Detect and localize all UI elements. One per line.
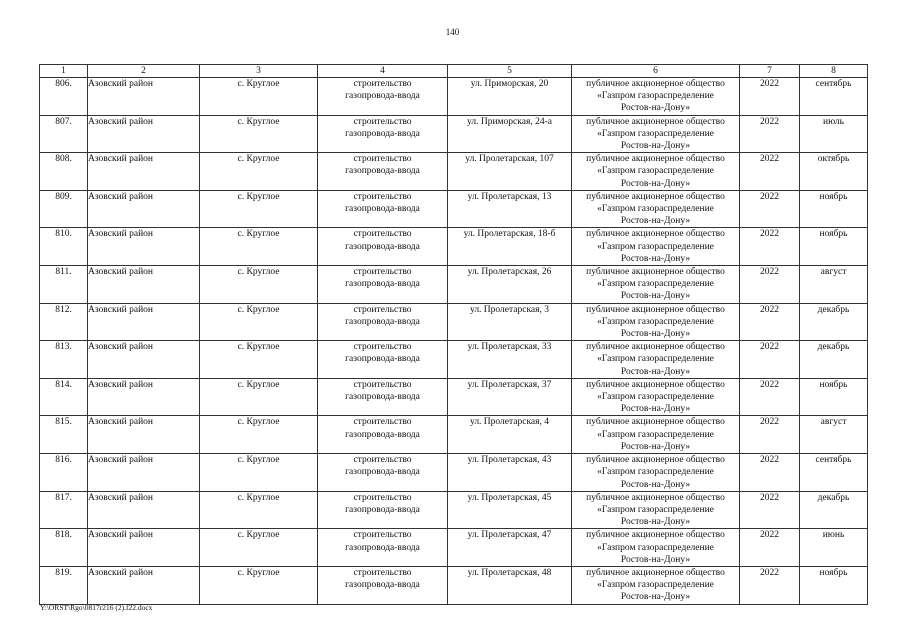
organization-cell [572, 266, 740, 304]
year-cell: 2022 [740, 303, 800, 341]
organization-cell [572, 491, 740, 529]
address-cell: ул. Пролетарская, 45 [448, 491, 572, 529]
month-cell: сентябрь [800, 78, 868, 116]
year-cell: 2022 [740, 153, 800, 191]
address-cell: ул. Пролетарская, 18-б [448, 228, 572, 266]
organization-cell [572, 153, 740, 191]
year-cell: 2022 [740, 78, 800, 116]
district-cell: Азовский район [88, 153, 200, 191]
org-line: Ростов-на-Дону» [620, 178, 691, 189]
year-cell: 2022 [740, 266, 800, 304]
org-line: публичное акционерное общество [586, 492, 725, 503]
org-line: Ростов-на-Дону» [620, 253, 691, 264]
col-header: 5 [448, 65, 572, 78]
registry-table [39, 64, 868, 605]
work-line: строительство [353, 229, 412, 240]
work-line: строительство [353, 154, 412, 165]
table-row [40, 378, 868, 416]
work-cell [318, 228, 448, 266]
org-line: Ростов-на-Дону» [620, 329, 691, 340]
row-number: 819. [40, 566, 88, 604]
work-cell [318, 266, 448, 304]
district-cell: Азовский район [88, 78, 200, 116]
year-cell: 2022 [740, 491, 800, 529]
table-row [40, 78, 868, 116]
org-line: «Газпром газораспределение [597, 467, 714, 478]
row-number: 812. [40, 303, 88, 341]
work-line: газопровода-ввода [345, 580, 420, 591]
address-cell: ул. Пролетарская, 48 [448, 566, 572, 604]
org-line: Ростов-на-Дону» [620, 517, 691, 528]
table-row [40, 341, 868, 379]
table-row [40, 454, 868, 492]
row-number: 814. [40, 378, 88, 416]
work-line: строительство [353, 79, 412, 89]
work-line: газопровода-ввода [345, 279, 420, 290]
col-header: 6 [572, 65, 740, 78]
work-cell [318, 529, 448, 567]
org-line: публичное акционерное общество [586, 116, 725, 127]
settlement-cell: с. Круглое [200, 303, 318, 341]
organization-cell [572, 78, 740, 116]
address-cell: ул. Пролетарская, 26 [448, 266, 572, 304]
settlement-cell: с. Круглое [200, 228, 318, 266]
org-line: Ростов-на-Дону» [620, 216, 691, 227]
work-line: газопровода-ввода [345, 542, 420, 553]
month-cell: июнь [800, 529, 868, 567]
org-line: публичное акционерное общество [586, 567, 725, 578]
month-cell: август [800, 416, 868, 454]
district-cell: Азовский район [88, 341, 200, 379]
work-cell [318, 303, 448, 341]
organization-cell [572, 454, 740, 492]
year-cell: 2022 [740, 378, 800, 416]
row-number: 813. [40, 341, 88, 379]
work-line: строительство [353, 455, 412, 466]
month-cell: ноябрь [800, 190, 868, 228]
table-row [40, 491, 868, 529]
org-line: «Газпром газораспределение [597, 354, 714, 365]
work-line: строительство [353, 191, 412, 202]
address-cell: ул. Пролетарская, 33 [448, 341, 572, 379]
district-cell: Азовский район [88, 529, 200, 567]
organization-cell [572, 341, 740, 379]
organization-cell [572, 378, 740, 416]
district-cell: Азовский район [88, 491, 200, 529]
month-cell: август [800, 266, 868, 304]
work-line: газопровода-ввода [345, 354, 420, 365]
org-line: «Газпром газораспределение [597, 166, 714, 177]
work-line: строительство [353, 530, 412, 541]
month-cell: декабрь [800, 491, 868, 529]
work-line: газопровода-ввода [345, 467, 420, 478]
org-line: публичное акционерное общество [586, 229, 725, 240]
work-line: газопровода-ввода [345, 429, 420, 440]
org-line: «Газпром газораспределение [597, 91, 714, 102]
work-line: строительство [353, 379, 412, 390]
col-header: 4 [318, 65, 448, 78]
settlement-cell: с. Круглое [200, 266, 318, 304]
settlement-cell: с. Круглое [200, 566, 318, 604]
year-cell: 2022 [740, 115, 800, 153]
work-cell [318, 78, 448, 116]
address-cell: ул. Пролетарская, 37 [448, 378, 572, 416]
district-cell: Азовский район [88, 378, 200, 416]
address-cell: ул. Приморская, 24-а [448, 115, 572, 153]
work-line: строительство [353, 116, 412, 127]
org-line: Ростов-на-Дону» [620, 592, 691, 603]
table-row [40, 266, 868, 304]
org-line: публичное акционерное общество [586, 530, 725, 541]
work-line: газопровода-ввода [345, 392, 420, 403]
table-row [40, 153, 868, 191]
work-line: строительство [353, 417, 412, 428]
org-line: «Газпром газораспределение [597, 279, 714, 290]
row-number: 816. [40, 454, 88, 492]
work-cell [318, 378, 448, 416]
work-cell [318, 491, 448, 529]
address-cell: ул. Пролетарская, 43 [448, 454, 572, 492]
row-number: 806. [40, 78, 88, 116]
org-line: Ростов-на-Дону» [620, 141, 691, 152]
month-cell: июль [800, 115, 868, 153]
month-cell: ноябрь [800, 378, 868, 416]
row-number: 815. [40, 416, 88, 454]
col-header: 8 [800, 65, 868, 78]
table-row [40, 190, 868, 228]
address-cell: ул. Приморская, 20 [448, 78, 572, 116]
address-cell: ул. Пролетарская, 47 [448, 529, 572, 567]
settlement-cell: с. Круглое [200, 529, 318, 567]
work-line: строительство [353, 492, 412, 503]
org-line: публичное акционерное общество [586, 191, 725, 202]
settlement-cell: с. Круглое [200, 341, 318, 379]
settlement-cell: с. Круглое [200, 115, 318, 153]
org-line: «Газпром газораспределение [597, 241, 714, 252]
row-number: 818. [40, 529, 88, 567]
organization-cell [572, 115, 740, 153]
org-line: Ростов-на-Дону» [620, 441, 691, 452]
district-cell: Азовский район [88, 566, 200, 604]
month-cell: декабрь [800, 303, 868, 341]
month-cell: декабрь [800, 341, 868, 379]
org-line: «Газпром газораспределение [597, 204, 714, 215]
row-number: 807. [40, 115, 88, 153]
work-line: газопровода-ввода [345, 91, 420, 102]
year-cell: 2022 [740, 416, 800, 454]
district-cell: Азовский район [88, 303, 200, 341]
table-row [40, 303, 868, 341]
org-line: публичное акционерное общество [586, 267, 725, 278]
row-number: 809. [40, 190, 88, 228]
address-cell: ул. Пролетарская, 107 [448, 153, 572, 191]
org-line: публичное акционерное общество [586, 304, 725, 315]
org-line: Ростов-на-Дону» [620, 291, 691, 302]
district-cell: Азовский район [88, 115, 200, 153]
organization-cell [572, 303, 740, 341]
month-cell: октябрь [800, 153, 868, 191]
organization-cell [572, 190, 740, 228]
work-cell [318, 190, 448, 228]
work-line: строительство [353, 567, 412, 578]
organization-cell [572, 566, 740, 604]
work-line: газопровода-ввода [345, 166, 420, 177]
work-line: строительство [353, 304, 412, 315]
org-line: публичное акционерное общество [586, 455, 725, 466]
organization-cell [572, 416, 740, 454]
district-cell: Азовский район [88, 190, 200, 228]
org-line: публичное акционерное общество [586, 379, 725, 390]
work-cell [318, 153, 448, 191]
work-line: газопровода-ввода [345, 504, 420, 515]
year-cell: 2022 [740, 566, 800, 604]
col-header: 3 [200, 65, 318, 78]
work-cell [318, 416, 448, 454]
district-cell: Азовский район [88, 416, 200, 454]
address-cell: ул. Пролетарская, 3 [448, 303, 572, 341]
org-line: Ростов-на-Дону» [620, 404, 691, 415]
district-cell: Азовский район [88, 228, 200, 266]
settlement-cell: с. Круглое [200, 454, 318, 492]
work-cell [318, 454, 448, 492]
organization-cell [572, 228, 740, 266]
work-cell [318, 566, 448, 604]
table-row [40, 566, 868, 604]
work-line: газопровода-ввода [345, 316, 420, 327]
row-number: 808. [40, 153, 88, 191]
org-line: публичное акционерное общество [586, 154, 725, 165]
col-header: 2 [88, 65, 200, 78]
footer-file-path: Y:\ORST\Rgo\0817r216 (2).f22.docx [40, 603, 153, 612]
page-number: 140 [445, 27, 460, 37]
district-cell: Азовский район [88, 454, 200, 492]
district-cell: Азовский район [88, 266, 200, 304]
org-line: «Газпром газораспределение [597, 542, 714, 553]
org-line: «Газпром газораспределение [597, 580, 714, 591]
org-line: «Газпром газораспределение [597, 504, 714, 515]
month-cell: ноябрь [800, 228, 868, 266]
month-cell: сентябрь [800, 454, 868, 492]
org-line: Ростов-на-Дону» [620, 103, 691, 114]
year-cell: 2022 [740, 341, 800, 379]
work-line: строительство [353, 342, 412, 353]
row-number: 817. [40, 491, 88, 529]
year-cell: 2022 [740, 529, 800, 567]
table-row [40, 529, 868, 567]
settlement-cell: с. Круглое [200, 78, 318, 116]
address-cell: ул. Пролетарская, 13 [448, 190, 572, 228]
settlement-cell: с. Круглое [200, 416, 318, 454]
org-line: «Газпром газораспределение [597, 392, 714, 403]
work-line: газопровода-ввода [345, 241, 420, 252]
organization-cell [572, 529, 740, 567]
work-cell [318, 115, 448, 153]
org-line: публичное акционерное общество [586, 342, 725, 353]
year-cell: 2022 [740, 228, 800, 266]
work-line: газопровода-ввода [345, 204, 420, 215]
work-line: строительство [353, 267, 412, 278]
table-row [40, 115, 868, 153]
org-line: Ростов-на-Дону» [620, 366, 691, 377]
year-cell: 2022 [740, 454, 800, 492]
row-number: 811. [40, 266, 88, 304]
settlement-cell: с. Круглое [200, 190, 318, 228]
table-row [40, 416, 868, 454]
org-line: публичное акционерное общество [586, 79, 725, 89]
col-header: 1 [40, 65, 88, 78]
work-line: газопровода-ввода [345, 128, 420, 139]
org-line: Ростов-на-Дону» [620, 554, 691, 565]
address-cell: ул. Пролетарская, 4 [448, 416, 572, 454]
org-line: публичное акционерное общество [586, 417, 725, 428]
month-cell: ноябрь [800, 566, 868, 604]
row-number: 810. [40, 228, 88, 266]
settlement-cell: с. Круглое [200, 378, 318, 416]
org-line: «Газпром газораспределение [597, 128, 714, 139]
settlement-cell: с. Круглое [200, 491, 318, 529]
table-row [40, 228, 868, 266]
col-header: 7 [740, 65, 800, 78]
work-cell [318, 341, 448, 379]
settlement-cell: с. Круглое [200, 153, 318, 191]
org-line: «Газпром газораспределение [597, 429, 714, 440]
org-line: Ростов-на-Дону» [620, 479, 691, 490]
year-cell: 2022 [740, 190, 800, 228]
header-row [40, 65, 868, 78]
org-line: «Газпром газораспределение [597, 316, 714, 327]
